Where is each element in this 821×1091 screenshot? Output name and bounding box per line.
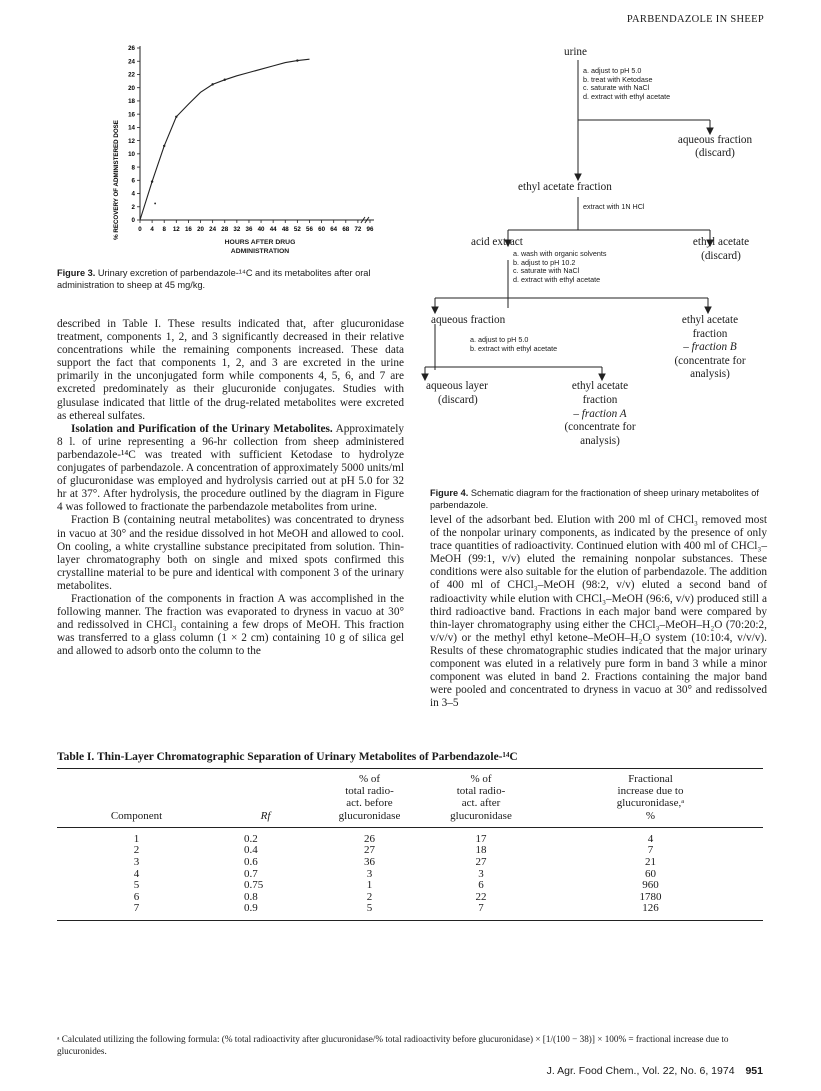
running-head: PARBENDAZOLE IN SHEEP: [626, 14, 764, 25]
y-tick-label: 8: [131, 164, 135, 172]
x-tick-label: 60: [318, 226, 326, 233]
figure-4-text: Schematic diagram for the fractionation of sheep urinary metabolites of parbendazole.: [430, 488, 759, 510]
figure-3-caption: [57, 268, 397, 291]
table-cell: 1780: [639, 890, 662, 903]
ethyl-acetate-label: ethyl acetate: [692, 236, 750, 248]
fraction-a-line: fraction: [582, 393, 618, 406]
x-tick-label: 48: [281, 226, 289, 233]
col-component: Component: [110, 809, 163, 822]
acid-step: a. wash with organic solvents: [513, 249, 607, 258]
paragraph: [57, 423, 404, 515]
x-tick-label: 4: [150, 226, 154, 233]
table-1: [57, 768, 763, 921]
y-tick-label: 12: [128, 137, 135, 145]
table-cell: 4: [647, 832, 654, 845]
x-tick-label: 8: [162, 226, 166, 233]
table-cell: 5: [366, 902, 373, 915]
y-tick-label: 6: [131, 177, 135, 185]
table-body: [57, 827, 763, 920]
table-cell: 0.7: [244, 867, 258, 880]
acid-step: c. saturate with NaCl: [513, 266, 580, 276]
discard-label: (discard): [438, 393, 478, 406]
header-line: act. after: [461, 797, 501, 810]
x-axis-label: HOURS AFTER DRUG ADMINISTRATION: [224, 239, 296, 255]
figure-3-text: Urinary excretion of parbendazole-¹⁴C and its metabolites after oral administration to sheep at 45 mg/kg.: [57, 268, 371, 290]
x-tick-label: 44: [269, 226, 277, 233]
figure-3-label: Figure 3.: [57, 268, 96, 278]
fraction-b-line: – fraction B: [683, 341, 737, 353]
fraction-b-line: ethyl acetate: [681, 314, 739, 326]
header-line: glucuronidase: [450, 809, 512, 822]
x-tick-label: 12: [172, 226, 180, 233]
y-tick-label: 26: [128, 45, 135, 53]
scheme-aqueous-layer: [426, 380, 488, 407]
journal-citation: J. Agr. Food Chem., Vol. 22, No. 6, 1974: [546, 1065, 735, 1077]
urine-step: c. saturate with NaCl: [583, 83, 650, 93]
fraction-a-line: analysis): [580, 435, 620, 448]
table-cell: 0.75: [244, 879, 264, 892]
table-cell: 60: [645, 867, 656, 880]
header-line: % of: [358, 773, 381, 785]
page-number: 951: [745, 1065, 763, 1077]
table-cell: 7: [133, 902, 140, 915]
acid-step: d. extract with ethyl acetate: [513, 274, 601, 284]
x-tick-label: 16: [184, 226, 192, 233]
paragraph-text: Approximately 8 l. of urine representing a 96-hr collection from sheep administered parbendazole-¹⁴C was treated with sufficient Ketodase to hydrolyze conjugates of parbendazole. A concentration of approximately 5000 units/ml of glucuronidase was employed and hydrolysis carried out at pH 5.0 for 32 hr at 37°. After hydrolysis, the procedure outlined by the diagram in Figure 4 was followed to fractionate the parbendazole metabolites from urine.: [57, 422, 404, 514]
acid-steps: [513, 250, 606, 284]
table-cell: 3: [478, 867, 484, 880]
table-title: Table I. Thin-Layer Chromatographic Separation of Urinary Metabolites of Parbendazole-¹⁴C: [57, 751, 518, 763]
table-cell: 27: [475, 856, 487, 868]
table-cell: 960: [642, 879, 659, 892]
acid-step: b. adjust to pH 10.2: [513, 257, 576, 267]
x-tick-label: 56: [306, 226, 313, 233]
table-footnote: ᵃ Calculated utilizing the following formula: (% total radioactivity after glucuronidase/% total radioactivity before glucuronidase) × [1/(100 − 38)] × 100% = fractional increase due to glucuronides.: [57, 1034, 729, 1056]
data-point: [151, 180, 153, 182]
data-point: [211, 83, 213, 85]
paragraph: described in Table I. These results indicated that, after glucuronidase treatment, components 1, 2, and 3 significantly decreased in their relative concentrations while the remaining components increased. These data support the fact that components 1, 2, and 3 are excreted in the urine primarily in the unconjugated form while components 4, 5, 6, and 7 are excreted predominately as their glucuronide conjugates. Studies with glusulase indicated that little of the drug-related metabolites were excreted as ethereal sulfates.: [57, 318, 404, 422]
y-tick-label: 16: [128, 111, 135, 119]
table-cell: 126: [642, 902, 659, 915]
x-tick-label: 28: [221, 226, 229, 233]
fraction-a-line: (concentrate for: [564, 421, 636, 434]
data-point: [154, 203, 156, 205]
header-line: glucuronidase,ᵃ: [616, 797, 685, 810]
x-tick-label: 32: [233, 226, 241, 233]
table-row: [57, 857, 763, 869]
fraction-a-line: – fraction A: [573, 407, 627, 420]
header-line: % of: [470, 773, 492, 785]
table-cell: 5: [133, 879, 140, 892]
header-line: act. before: [346, 797, 393, 810]
x-tick-label: 52: [293, 226, 301, 233]
header-line: increase due to: [617, 785, 684, 798]
aqueous-steps: [470, 336, 557, 353]
fraction-a-line: ethyl acetate: [571, 380, 629, 392]
table-cell: 6: [133, 890, 140, 903]
table-cell: 26: [364, 832, 375, 845]
aqueous-layer-label: aqueous layer: [426, 380, 488, 392]
col-before: [315, 769, 424, 828]
header-line: total radio-: [456, 785, 506, 798]
table-cell: 6: [478, 879, 484, 892]
table-cell: 7: [647, 844, 654, 857]
y-tick-label: 0: [131, 217, 135, 225]
col-after: [424, 769, 538, 828]
table-cell: 4: [133, 867, 140, 880]
table-row: [57, 903, 763, 920]
data-point: [175, 116, 177, 118]
table-cell: 18: [475, 844, 487, 857]
scheme-urine: urine: [564, 46, 587, 58]
fraction-b-line: fraction: [692, 327, 728, 340]
table-cell: 0.9: [244, 902, 258, 915]
col-rf: [216, 769, 315, 828]
table-cell: 22: [475, 890, 487, 903]
table-cell: 2: [366, 890, 373, 903]
y-axis-label: % RECOVERY OF ADMINISTERED DOSE: [113, 120, 120, 240]
table-cell: 0.2: [244, 832, 258, 845]
table-cell: 1: [366, 879, 373, 892]
table-cell: 2: [133, 844, 140, 857]
fraction-b-line: (concentrate for: [674, 354, 746, 367]
x-tick-label: 68: [342, 226, 350, 233]
header-line: Fractional: [628, 773, 673, 785]
x-tick-label: 72: [354, 226, 362, 233]
page-footer: [547, 1065, 763, 1077]
rf-label: Rf: [260, 809, 271, 822]
table-cell: 27: [364, 844, 375, 857]
scheme-aqueous-fraction-2: aqueous fraction: [431, 314, 506, 326]
table-cell: 3: [366, 867, 373, 880]
aqueous-fraction-label: aqueous fraction: [677, 134, 753, 146]
scheme-fraction-a: [540, 380, 660, 449]
y-tick-label: 2: [131, 203, 135, 211]
scheme-aqueous-fraction-1: [660, 134, 770, 160]
discard-label: (discard): [695, 147, 735, 159]
table-cell: 1: [133, 832, 140, 845]
x-tick-label: 36: [245, 226, 253, 233]
table-cell: 17: [475, 832, 487, 845]
y-tick-label: 14: [128, 124, 135, 132]
paragraph: Fractionation of the components in fraction A was accomplished in the following manner. The fraction was evaporated to dryness in vacuo at 30° and redissolved in CHCl₃ containing a few drops of MeOH. This fraction was transferred to a glass column (1 × 2 cm) containing 10 g of silica gel and allowed to adsorb onto the column to the: [57, 592, 404, 658]
scheme-ethyl-acetate-discard: [676, 236, 766, 263]
right-column-text: [430, 514, 767, 710]
series-line: [140, 59, 310, 220]
x-tick-label: 40: [257, 226, 265, 233]
header-line: %: [645, 809, 656, 822]
y-tick-label: 20: [128, 84, 135, 92]
header-line: total radio-: [345, 785, 394, 798]
table-cell: 0.6: [244, 856, 258, 868]
table-cell: 7: [478, 902, 484, 915]
header-line: glucuronidase: [338, 809, 401, 822]
figure-4-caption: [430, 488, 770, 511]
data-point: [296, 59, 298, 61]
left-column-text: [57, 318, 404, 658]
data-point: [224, 79, 226, 81]
table-row: [57, 845, 763, 857]
paragraph: level of the adsorbant bed. Elution with 200 ml of CHCl₃ removed most of the nonpolar urinary components, as indicated by the presence of only trace quantities of radioactivity. Continued elution with 400 ml of CHCl₃–MeOH (99:1, v/v) eluted the remaining nonpolar substances. These conditions were also suitable for the elution of parbendazole. The addition of 400 ml of CHCl₃–MeOH (98:2, v/v) eluted a second band of radioactivity while elution with CHCl₃–MeOH (96:6, v/v) produced still a third radioactive band. Fractions in each major band were compared by thin-layer chromatography using either the CHCl₃–MeOH–H₂O (70:20:2, v/v/v) or the methyl ethyl ketone–MeOH–H₂O system (10:10:4, v/v/v). Results of these chromatographic studies indicated that the major urinary component was eluted in a relatively pure form in band 3 while a minor component was eluted in band 2. Fractions containing the major band were pooled and concentrated to dryness in vacuo at 30° and redissolved in 3–5: [430, 514, 767, 710]
scheme-fraction-b: [650, 314, 770, 382]
y-tick-label: 22: [128, 71, 135, 79]
extract-step: extract with 1N HCl: [583, 202, 645, 211]
x-tick-label: 64: [330, 226, 338, 233]
x-tick-label: 20: [197, 226, 204, 233]
scheme-acid-extract: acid extract: [471, 236, 523, 248]
table-cell: 3: [133, 856, 140, 868]
table-cell: 36: [364, 856, 375, 868]
y-tick-label: 10: [128, 151, 135, 159]
y-tick-label: 4: [131, 190, 135, 198]
section-heading: Isolation and Purification of the Urinary Metabolites.: [71, 422, 333, 435]
col-increase: [538, 769, 763, 828]
fraction-b-line: analysis): [690, 368, 730, 380]
aqueous-step: a. adjust to pH 5.0: [470, 335, 529, 344]
figure-3-chart: [110, 40, 420, 265]
table-row: [57, 827, 763, 845]
urine-steps: [583, 67, 670, 101]
x-tick-label: 24: [209, 226, 217, 233]
table-header-row: [57, 769, 763, 828]
aqueous-step: b. extract with ethyl acetate: [470, 343, 558, 353]
paragraph: Fraction B (containing neutral metabolites) was concentrated to dryness in vacuo at 30° and the residue dissolved in hot MeOH and allowed to cool. On cooling, a white crystalline substance precipitated from solution. Thin-layer chromatography both on single and mixed spots confirmed this crystalline material to be pure and identical with component 3 of the urinary metabolites.: [57, 514, 404, 592]
table-cell: 0.8: [244, 890, 258, 903]
y-tick-label: 24: [128, 58, 135, 66]
urine-step: a. adjust to pH 5.0: [583, 66, 642, 75]
figure-4-label: Figure 4.: [430, 488, 469, 498]
data-point: [163, 145, 165, 147]
discard-label: (discard): [701, 250, 741, 262]
x-tick-label: 0: [138, 226, 142, 233]
table-cell: 21: [645, 856, 656, 868]
urine-step: b. treat with Ketodase: [583, 74, 653, 84]
table-cell: 0.4: [244, 844, 258, 857]
x-tick-label: 96: [366, 226, 374, 233]
urine-step: d. extract with ethyl acetate: [583, 91, 671, 101]
scheme-ethyl-acetate-fraction: ethyl acetate fraction: [518, 181, 612, 193]
y-tick-label: 18: [128, 98, 135, 106]
